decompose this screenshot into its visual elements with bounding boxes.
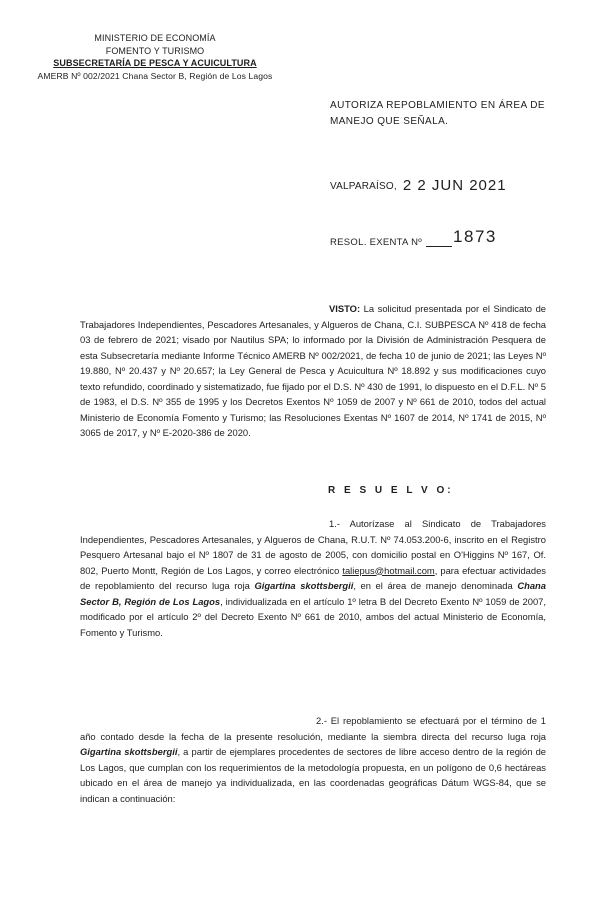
article-2-paragraph xyxy=(80,713,546,806)
place-and-date xyxy=(330,176,507,193)
email-link[interactable]: taliepus@hotmail.com xyxy=(342,564,435,576)
visto-label: VISTO: xyxy=(329,303,361,314)
species-name: Gigartina skottsbergii xyxy=(254,580,354,591)
resolution-label: RESOL. EXENTA Nº xyxy=(330,237,423,248)
article-1-text-a: 1.- Autorízase al Sindicato de Trabajadores Independientes, Pescadores Artesanales, y Algueros de Chana, R.U.T. Nº 74.053.200-6, inscrito en el Registro Pesquero Artesanal bajo el Nº 1807 de 31 de agosto de 2005, con domicilio postal en O'Higgins Nº 167, Of. 802, Puerto Montt, Región de Los Lagos, y correo electrónico xyxy=(80,518,546,576)
place-label: VALPARAÍSO, xyxy=(330,181,397,192)
visto-text: La solicitud presentada por el Sindicato de Trabajadores Independientes, Pescadores Artesanales, y Algueros de Chana, C.I. SUBPESCA Nº 418 de fecha 03 de febrero de 2021; visado por Nautilus SPA; lo informado por la División de Administración Pesquera de esta Subsecretaría mediante Informe Técnico AMERB Nº 002/2021, de fecha 10 de junio de 2021; las Leyes Nº 19.880, Nº 20.437 y Nº 20.657; la Ley General de Pesca y Acuicultura Nº 18.892 y sus modificaciones cuyo texto refundido, coordinado y sistematizado, fue fijado por el D.S. Nº 430 de 1991, lo dispuesto en el D.F.L. Nº 5 de 1983, el D.S. Nº 355 de 1995 y los Decretos Exentos Nº 1059 de 2007 y Nº 661 de 2010, todos del actual Ministerio de Economía Fomento y Turismo; las Resoluciones Exentas Nº 1607 de 2014, Nº 1741 de 2015, Nº 3065 de 2017, y Nº E-2020-386 de 2020. xyxy=(80,303,546,438)
resuelvo-heading: R E S U E L V O: xyxy=(328,485,454,496)
species-name: Gigartina skottsbergii xyxy=(80,746,178,757)
visto-paragraph xyxy=(80,301,546,441)
date-stamp: 2 2 JUN 2021 xyxy=(402,177,507,194)
article-2-text-b: , a partir de ejemplares procedentes de sectores de libre acceso dentro de la región de Los Lagos, que cumplan con los requerimientos de la metodología propuesta, en un polígono de 0,6 hectáreas ubicado en el área de manejo ya individualizada, en las coordenadas geográficas Dátum WGS-84, que se indican a continuación: xyxy=(80,746,546,804)
file-reference: AMERB Nº 002/2021 Chana Sector B, Región de Los Lagos xyxy=(37,71,273,81)
number-underline xyxy=(426,246,452,247)
resolution-number-line xyxy=(330,227,497,250)
article-1-text-c: , en el área de manejo denominada xyxy=(353,580,513,591)
article-2-text-a: 2.- El repoblamiento se efectuará por el término de 1 año contado desde la fecha de la presente resolución, mediante la siembra directa del recurso luga roja xyxy=(80,715,546,742)
undersecretariat-name: SUBSECRETARÍA DE PESCA Y ACUICULTURA xyxy=(53,58,257,68)
article-1-text-d: , individualizada en el artículo 1º letra B del Decreto Exento Nº 1059 de 2007, modificado por el artículo 2º del Decreto Exento Nº 661 de 2010, ambos del actual Ministerio de Economía, Fomento y Turismo. xyxy=(80,595,546,638)
article-1-paragraph xyxy=(80,516,546,640)
resolution-subject: AUTORIZA REPOBLAMIENTO EN ÁREA DE MANEJO QUE SEÑALA. xyxy=(330,100,545,127)
ministry-name: MINISTERIO DE ECONOMÍA xyxy=(94,33,216,43)
resolution-number: 1873 xyxy=(453,227,497,246)
area-name: Chana Sector B, Región de Los Lagos xyxy=(80,580,546,607)
article-1-text-b: , para efectuar actividades de repoblamiento del recurso luga roja xyxy=(80,564,546,591)
ministry-subtitle: FOMENTO Y TURISMO xyxy=(105,46,205,56)
